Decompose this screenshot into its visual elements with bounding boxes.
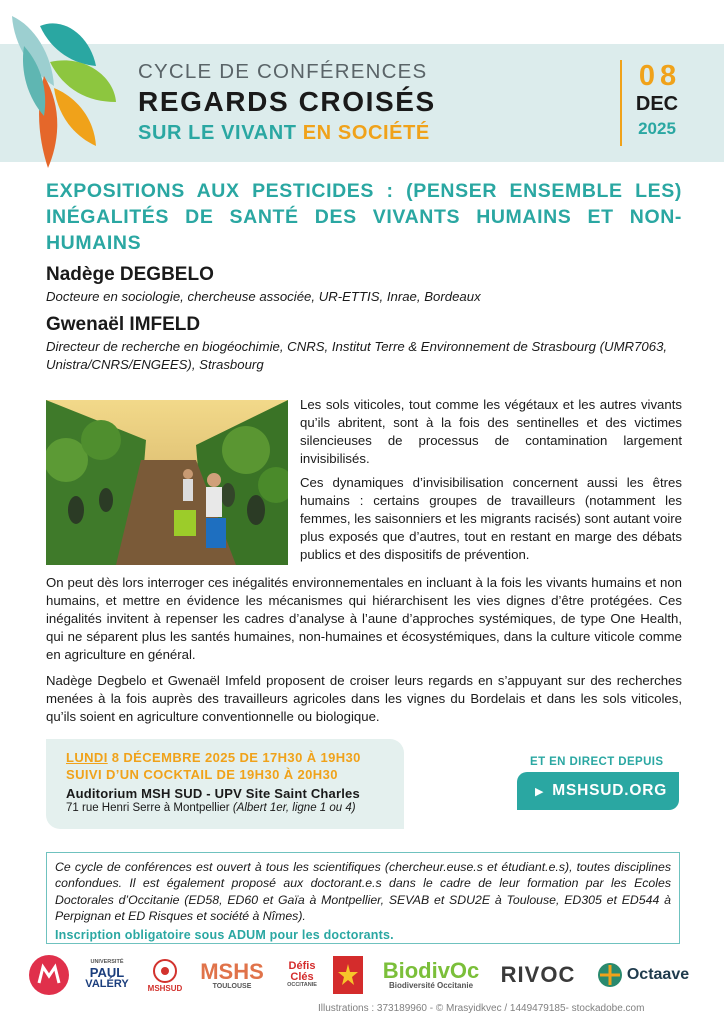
mshsud-logo-text: MSHSUD — [147, 983, 183, 993]
speaker-name: Nadège DEGBELO — [46, 264, 214, 285]
vineyard-photo — [46, 400, 288, 565]
octaave-logo-text: Octaave — [626, 966, 690, 983]
play-arrow-icon: ▶ — [535, 785, 545, 798]
series-subtitle-b: EN SOCIÉTÉ — [302, 122, 430, 144]
defis-logo-line: Défis — [288, 960, 316, 973]
biodivoc-logo-text: BiodivOc — [382, 958, 480, 983]
defis-logo-line: Clés — [290, 971, 314, 984]
notice-text: Ce cycle de conférences est ouvert à tous les scientifiques (chercheur.euse.s et étudiant.e.s), toutes disciplines confondues. Il est également proposé aux doctorant.e.s dans le cadre de leur formation par les Ecoles Doctorales d’Occitanie (ED58, ED60 et Gaïa à Montpellier, SEVAB et SDU2E à Toulouse, ED305 et ED544 à Perpignan et ED Risques et société à Nîmes). — [55, 860, 671, 923]
date-year: 2025 — [638, 119, 676, 138]
defis-cles-logo — [280, 952, 324, 998]
partner-logos — [28, 952, 698, 998]
series-name: REGARDS CROISÉS — [138, 86, 436, 117]
live-label: ET EN DIRECT DEPUIS — [530, 756, 664, 768]
rivoc-logo — [498, 952, 578, 998]
event-date: 8 DÉCEMBRE 2025 DE 17H30 À 19H30 — [111, 750, 361, 765]
rivoc-logo-text: RIVOC — [500, 962, 576, 987]
paul-valery-logo-line: VALÉRY — [85, 977, 129, 990]
abstract-paragraph: Les sols viticoles, tout comme les végétaux et les autres vivants qu’ils abritent, sont à la fois des sentinelles et des victimes silencieuses de processus de contamination largement invisibilisés. — [300, 397, 682, 466]
speaker-affiliation: Docteure en sociologie, chercheuse associée, UR-ETTIS, Inrae, Bordeaux — [46, 289, 481, 304]
mshs-logo-subtext: TOULOUSE — [212, 982, 252, 990]
abstract-paragraph: Ces dynamiques d’invisibilisation concernent aussi les êtres humains : certains groupes de travailleurs (notamment les femmes, les saisonniers et les migrants racisés) sont autant voire plus exposés que d’autres, tout en restant en marge des débats publics et des dispositifs de prévention. — [300, 475, 682, 562]
mshs-toulouse-logo — [194, 952, 270, 998]
live-link-label: MSHSUD.ORG — [552, 782, 668, 799]
mshsud-logo — [144, 952, 186, 998]
address-tram: (Albert 1er, ligne 1 ou 4) — [232, 802, 356, 814]
registration-note: Inscription obligatoire sous ADUM pour les doctorants. — [55, 928, 394, 943]
date-box — [620, 60, 692, 146]
univ-montpellier-logo — [28, 952, 70, 998]
illustration-credits: Illustrations : 373189960 - © Mrasyidkvec / 1449479185- stockadobe.com — [318, 1003, 645, 1014]
octaave-logo — [588, 952, 698, 998]
occitanie-region-logo — [332, 952, 364, 998]
date-month: DEC — [635, 93, 679, 115]
paul-valery-logo-line: PAUL — [89, 964, 125, 980]
leaf-face-logo — [4, 6, 122, 168]
event-cocktail: SUIVI D’UN COCKTAIL DE 19H30 À 20H30 — [66, 767, 338, 782]
abstract-paragraph: Nadège Degbelo et Gwenaël Imfeld proposent de croiser leurs regards en s’appuyant sur des recherches menées à la fois auprès des travailleurs agricoles dans les vignes du Bordelais et dans les sols viticoles, qu’ils soient en agriculture conventionnelle ou biologique. — [46, 673, 682, 724]
audience-notice — [46, 852, 680, 944]
speaker-affiliation: Directeur de recherche en biogéochimie, CNRS, Institut Terre & Environnement de Strasbourg (UMR7063, Unistra/CNRS/ENGEES), Strasbourg — [46, 339, 668, 372]
speaker-name: Gwenaël IMFELD — [46, 314, 201, 335]
address-street: 71 rue Henri Serre à Montpellier — [66, 802, 230, 814]
abstract-paragraph: On peut dès lors interroger ces inégalités environnementales en incluant à la fois les vivants humains et non humains, et mettre en évidence les mécanismes qui hiérarchisent les vies dignes d’être protégées. Ces inégalités invitent à repenser les cadres d’analyse à l’aune d’approches systémiques, de type One Health, qui ne séparent plus les santés humaines, non-humaines et écosystémiques, dans la culture viticole comme en agriculture en général. — [46, 575, 682, 662]
talk-title: EXPOSITIONS AUX PESTICIDES : (PENSER ENSEMBLE LES) INÉGALITÉS DE SANTÉ DES VIVANTS HUMAINS ET NON-HUMAINS — [46, 180, 682, 254]
paul-valery-logo — [78, 952, 136, 998]
biodivoc-logo — [372, 952, 490, 998]
event-address — [66, 802, 356, 814]
paul-valery-logo-line: UNIVERSITÉ — [90, 959, 124, 966]
biodivoc-logo-subtext: Biodiversité Occitanie — [388, 981, 474, 990]
series-subtitle — [138, 122, 430, 145]
series-label: CYCLE DE CONFÉRENCES — [138, 60, 428, 83]
mshs-logo-text: MSHS — [200, 958, 264, 984]
mshsud-live-link[interactable] — [517, 772, 679, 810]
series-subtitle-a: SUR LE VIVANT — [138, 122, 297, 144]
date-day: 08 — [638, 60, 682, 92]
event-datetime — [66, 750, 361, 765]
event-day: LUNDI — [66, 750, 108, 765]
event-venue: Auditorium MSH SUD - UPV Site Saint Charles — [66, 786, 360, 801]
defis-logo-line: OCCITANIE — [287, 982, 317, 989]
